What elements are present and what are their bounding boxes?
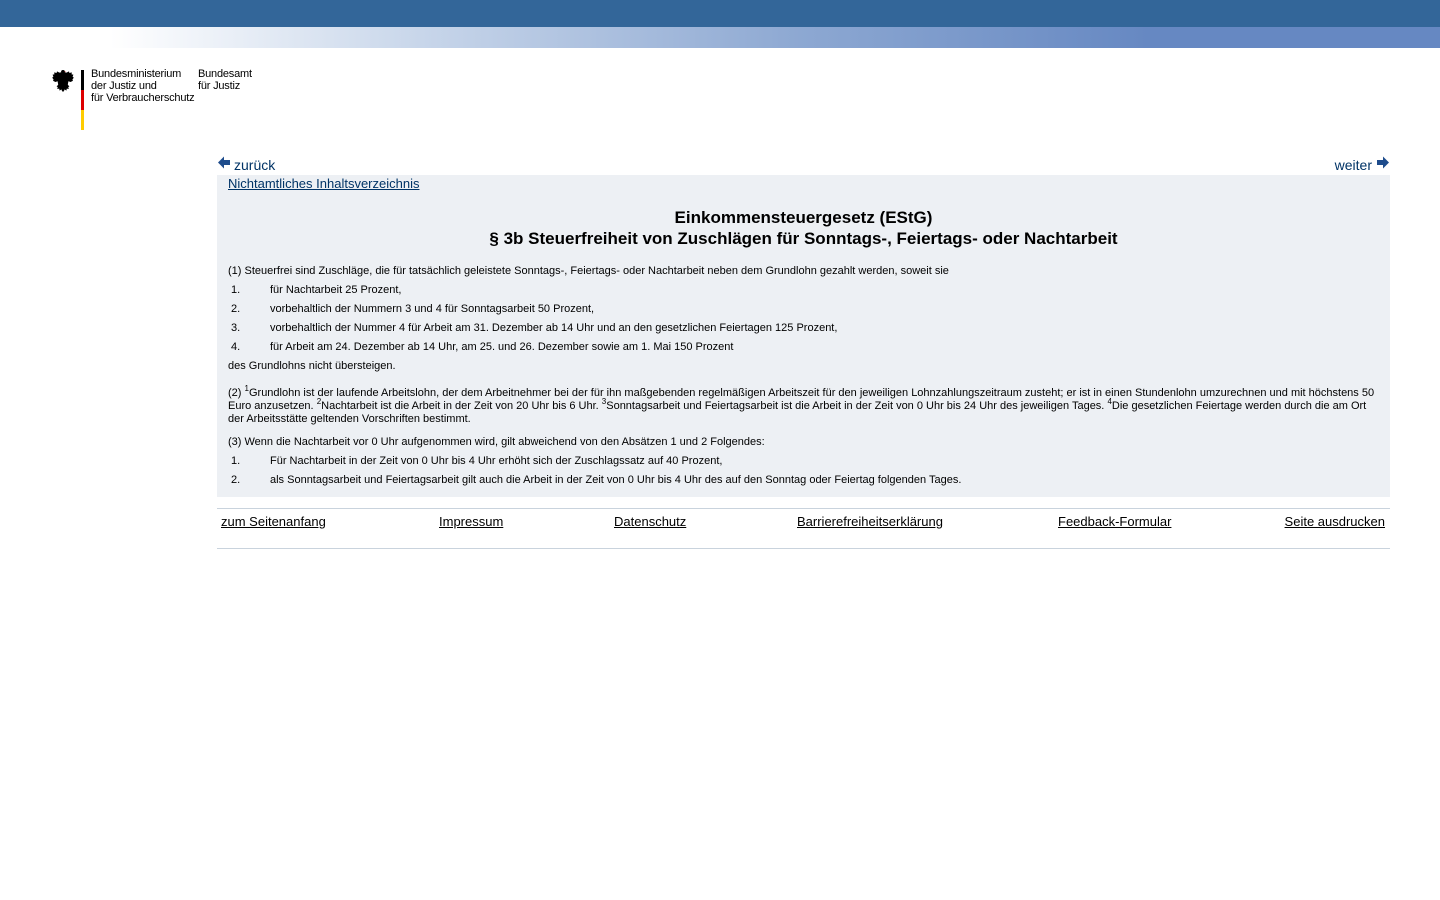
ministry-name: Bundesministerium der Justiz und für Verbraucherschutz [91,68,195,104]
top-bar [0,0,1440,27]
sentence-number: 1 [244,384,249,393]
list-item [228,341,1379,354]
arrow-right-icon [1377,156,1389,169]
office-name: Bundesamt für Justiz [198,68,252,92]
footer-link-privacy[interactable]: Datenschutz [614,514,687,529]
arrow-left-icon [218,156,230,169]
sentence-text: Die gesetzlichen Feiertage werden durch die am Ort der Arbeitsstätte geltenden Vorschriften bestimmt. [228,400,1367,425]
main-content [217,152,1390,549]
paragraph-number: (2) [228,387,242,399]
list-text: vorbehaltlich der Nummern 3 und 4 für Sonntagsarbeit 50 Prozent, [270,303,595,315]
list-text: für Arbeit am 24. Dezember ab 14 Uhr, am 25. und 26. Dezember sowie am 1. Mai 150 Prozent [270,341,734,353]
paragraph-3-intro: (3) Wenn die Nachtarbeit vor 0 Uhr aufgenommen wird, gilt abweichend von den Absätzen 1 und 2 Folgendes: [228,436,765,448]
list-text: für Nachtarbeit 25 Prozent, [270,284,402,296]
paragraph-2 [228,384,1379,426]
sentence-number: 2 [316,397,322,406]
footer-link-top[interactable]: zum Seitenanfang [221,514,326,529]
sentence-number: 4 [1107,397,1112,406]
back-label: zurück [234,157,276,173]
paragraph-1-end: des Grundlohns nicht übersteigen. [228,360,396,372]
footer-link-feedback[interactable]: Feedback-Formular [1058,514,1172,529]
next-label: weiter [1334,157,1372,173]
sentence-text: Sonntagsarbeit und Feiertagsarbeit ist die Arbeit in der Zeit von 0 Uhr bis 24 Uhr des jeweiligen Tages. [606,400,1105,412]
footer-link-print[interactable]: Seite ausdrucken [1284,514,1385,529]
page-navigation [217,152,1390,175]
federal-eagle-icon [52,68,74,94]
sentence-text: Grundlohn ist der laufende Arbeitslohn, der dem Arbeitnehmer bei der für ihn maßgebenden regelmäßigen Arbeitszeit für den jeweiligen Lohnzahlungszeitraum zusteht; er ist in einen Stundenlohn umzurechnen und mit höchstens 50 Euro anzusetzen. [228,387,1375,412]
sentence-text: Nachtarbeit ist die Arbeit in der Zeit von 20 Uhr bis 6 Uhr. [321,400,599,412]
paragraph-1-intro: (1) Steuerfrei sind Zuschläge, die für tatsächlich geleistete Sonntags-, Feiertags- oder Nachtarbeit neben dem Grundlohn gezahlt werden, soweit sie [228,265,949,277]
footer-link-imprint[interactable]: Impressum [439,514,504,529]
list-text: vorbehaltlich der Nummer 4 für Arbeit am 31. Dezember ab 14 Uhr und an den gesetzlichen Feiertagen 125 Prozent, [270,322,838,334]
flag-stripe [81,70,84,130]
list-number: 1. [231,455,241,467]
list-number: 1. [231,284,241,296]
site-logo[interactable] [52,68,272,132]
list-number: 2. [231,303,241,315]
law-heading [228,207,1379,249]
law-title: Einkommensteuergesetz (EStG) [674,208,933,227]
list-item [228,303,1379,316]
footer-link-accessibility[interactable]: Barrierefreiheitserklärung [797,514,943,529]
paragraph-3-list [228,455,1379,487]
section-title: § 3b Steuerfreiheit von Zuschlägen für Sonntags-, Feiertags- oder Nachtarbeit [489,229,1118,248]
list-item [228,284,1379,297]
gradient-bar [0,27,1440,48]
list-item [228,322,1379,335]
footer-nav [217,508,1390,549]
list-text: als Sonntagsarbeit und Feiertagsarbeit gilt auch die Arbeit in der Zeit von 0 Uhr bis 4 Uhr des auf den Sonntag oder Feiertag folgenden Tages. [270,474,962,486]
list-text: Für Nachtarbeit in der Zeit von 0 Uhr bis 4 Uhr erhöht sich der Zuschlagssatz auf 40 Prozent, [270,455,723,467]
list-item [228,474,1379,487]
list-number: 2. [231,474,241,486]
list-item [228,455,1379,468]
paragraph-1-list [228,284,1379,354]
list-number: 3. [231,322,241,334]
list-number: 4. [231,341,241,353]
table-of-contents-link[interactable]: Nichtamtliches Inhaltsverzeichnis [228,176,420,191]
law-text-panel [217,175,1390,497]
sentence-number: 3 [601,397,607,406]
